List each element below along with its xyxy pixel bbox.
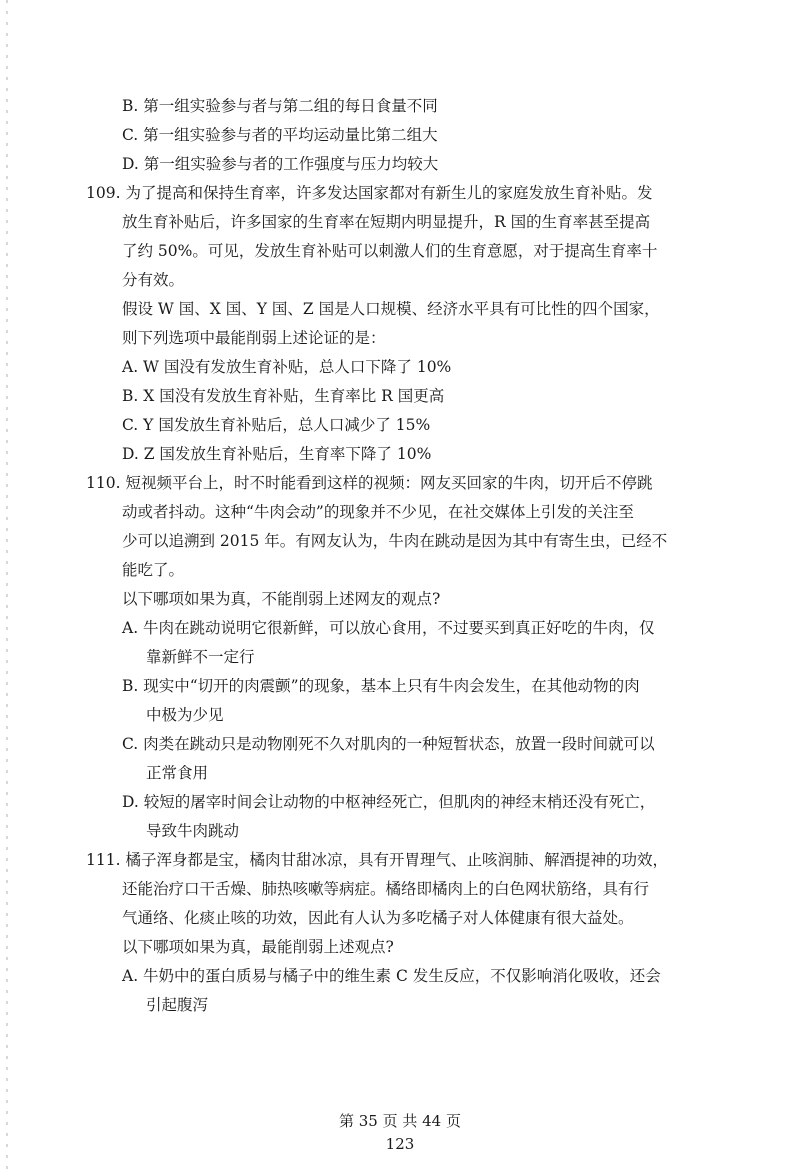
- option-d: D. 较短的屠宰时间会让动物的中枢神经死亡，但肌肉的神经末梢还没有死亡，: [122, 793, 656, 811]
- question-stem-line: 111. 橘子浑身都是宝，橘肉甘甜冰凉，具有开胃理气、止咳润肺、解酒提神的功效，: [86, 851, 668, 869]
- question-111: [86, 846, 726, 1020]
- option-b: B. 现实中“切开的肉震颤”的现象，基本上只有牛肉会发生，在其他动物的肉: [122, 677, 640, 695]
- question-stem-line: 动或者抖动。这种“牛肉会动”的现象并不少见，在社交媒体上引发的关注至: [122, 503, 634, 521]
- page-number: 123: [385, 1135, 415, 1153]
- option-c-continuation: 正常食用: [146, 764, 209, 782]
- question-109: [86, 179, 726, 469]
- question-prompt: 以下哪项如果为真，最能削弱上述观点?: [122, 938, 394, 956]
- option-c: C. Y 国发放生育补贴后，总人口减少了 15%: [122, 416, 431, 434]
- question-stem-line: 放生育补贴后，许多国家的生育率在短期内明显提升，R 国的生育率甚至提高: [122, 213, 651, 231]
- option-d: D. 第一组实验参与者的工作强度与压力均较大: [122, 155, 439, 173]
- page-info: 第 35 页 共 44 页: [338, 1112, 461, 1130]
- binding-edge-marks: [6, 0, 8, 1174]
- option-a: A. 牛奶中的蛋白质易与橘子中的维生素 C 发生反应，不仅影响消化吸收，还会: [122, 967, 661, 985]
- question-stem-line: 能吃了。: [122, 561, 185, 579]
- question-stem-line: 气通络、化痰止咳的功效，因此有人认为多吃橘子对人体健康有很大益处。: [122, 909, 634, 927]
- option-a-continuation: 引起腹泻: [146, 996, 209, 1014]
- question-stem-line: 了约 50%。可见，发放生育补贴可以刺激人们的生育意愿，对于提高生育率十: [122, 242, 658, 260]
- option-b: B. 第一组实验参与者与第二组的每日食量不同: [122, 97, 438, 115]
- option-b-continuation: 中极为少见: [146, 706, 224, 724]
- question-prompt: 则下列选项中最能削弱上述论证的是：: [122, 329, 386, 347]
- question-stem-line: 110. 短视频平台上，时不时能看到这样的视频：网友买回家的牛肉，切开后不停跳: [86, 474, 653, 492]
- question-stem-line: 少可以追溯到 2015 年。有网友认为，牛肉在跳动是因为其中有寄生虫，已经不: [122, 532, 668, 550]
- option-c: C. 肉类在跳动只是动物刚死不久对肌肉的一种短暂状态，放置一段时间就可以: [122, 735, 655, 753]
- question-prompt: 以下哪项如果为真，不能削弱上述网友的观点?: [122, 590, 441, 608]
- question-stem-line: 109. 为了提高和保持生育率，许多发达国家都对有新生儿的家庭发放生育补贴。发: [86, 184, 653, 202]
- option-c: C. 第一组实验参与者的平均运动量比第二组大: [122, 126, 438, 144]
- option-d-continuation: 导致牛肉跳动: [146, 822, 240, 840]
- option-a-continuation: 靠新鲜不一定行: [146, 648, 255, 666]
- option-a: A. W 国没有发放生育补贴，总人口下降了 10%: [122, 358, 452, 376]
- question-stem-line: 分有效。: [122, 271, 185, 289]
- question-stem-line: 还能治疗口干舌燥、肺热咳嗽等病症。橘络即橘肉上的白色网状筋络，具有行: [122, 880, 650, 898]
- document-page: [86, 92, 726, 1020]
- option-d: D. Z 国发放生育补贴后，生育率下降了 10%: [122, 445, 432, 463]
- question-prompt: 假设 W 国、X 国、Y 国、Z 国是人口规模、经济水平具有可比性的四个国家，: [122, 300, 660, 318]
- question-110: [86, 469, 726, 846]
- option-b: B. X 国没有发放生育补贴，生育率比 R 国更高: [122, 387, 445, 405]
- previous-question-options: [86, 92, 726, 179]
- option-a: A. 牛肉在跳动说明它很新鲜，可以放心食用，不过要买到真正好吃的牛肉，仅: [122, 619, 655, 637]
